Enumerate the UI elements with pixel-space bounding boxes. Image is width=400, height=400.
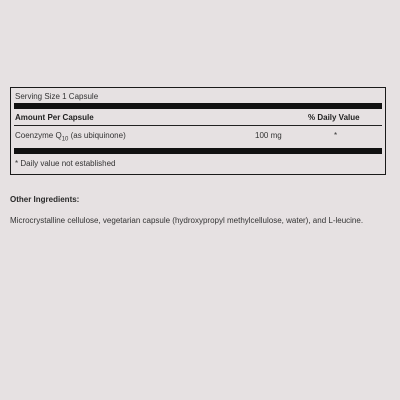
amount-per-capsule-header: Amount Per Capsule [15, 113, 94, 122]
daily-value-header: % Daily Value [308, 113, 360, 122]
ingredient-daily-value: * [334, 131, 338, 140]
ingredient-name-rest: (as ubiquinone) [68, 131, 126, 140]
other-ingredients-text: Microcrystalline cellulose, vegetarian capsule (hydroxypropyl methylcellulose, water), and L-leucine. [10, 216, 364, 225]
ingredient-name [15, 131, 126, 143]
header-divider [14, 125, 382, 126]
thick-divider-top [14, 103, 382, 109]
ingredient-amount: 100 mg [255, 131, 282, 140]
ingredient-name-main: Coenzyme Q [15, 131, 62, 140]
ingredient-name-subscript: 10 [61, 136, 69, 143]
thick-divider-bottom [14, 148, 382, 154]
other-ingredients-title: Other Ingredients: [10, 195, 80, 204]
footnote: * Daily value not established [15, 159, 116, 168]
supplement-facts-panel [10, 87, 386, 175]
serving-size: Serving Size 1 Capsule [15, 92, 99, 101]
